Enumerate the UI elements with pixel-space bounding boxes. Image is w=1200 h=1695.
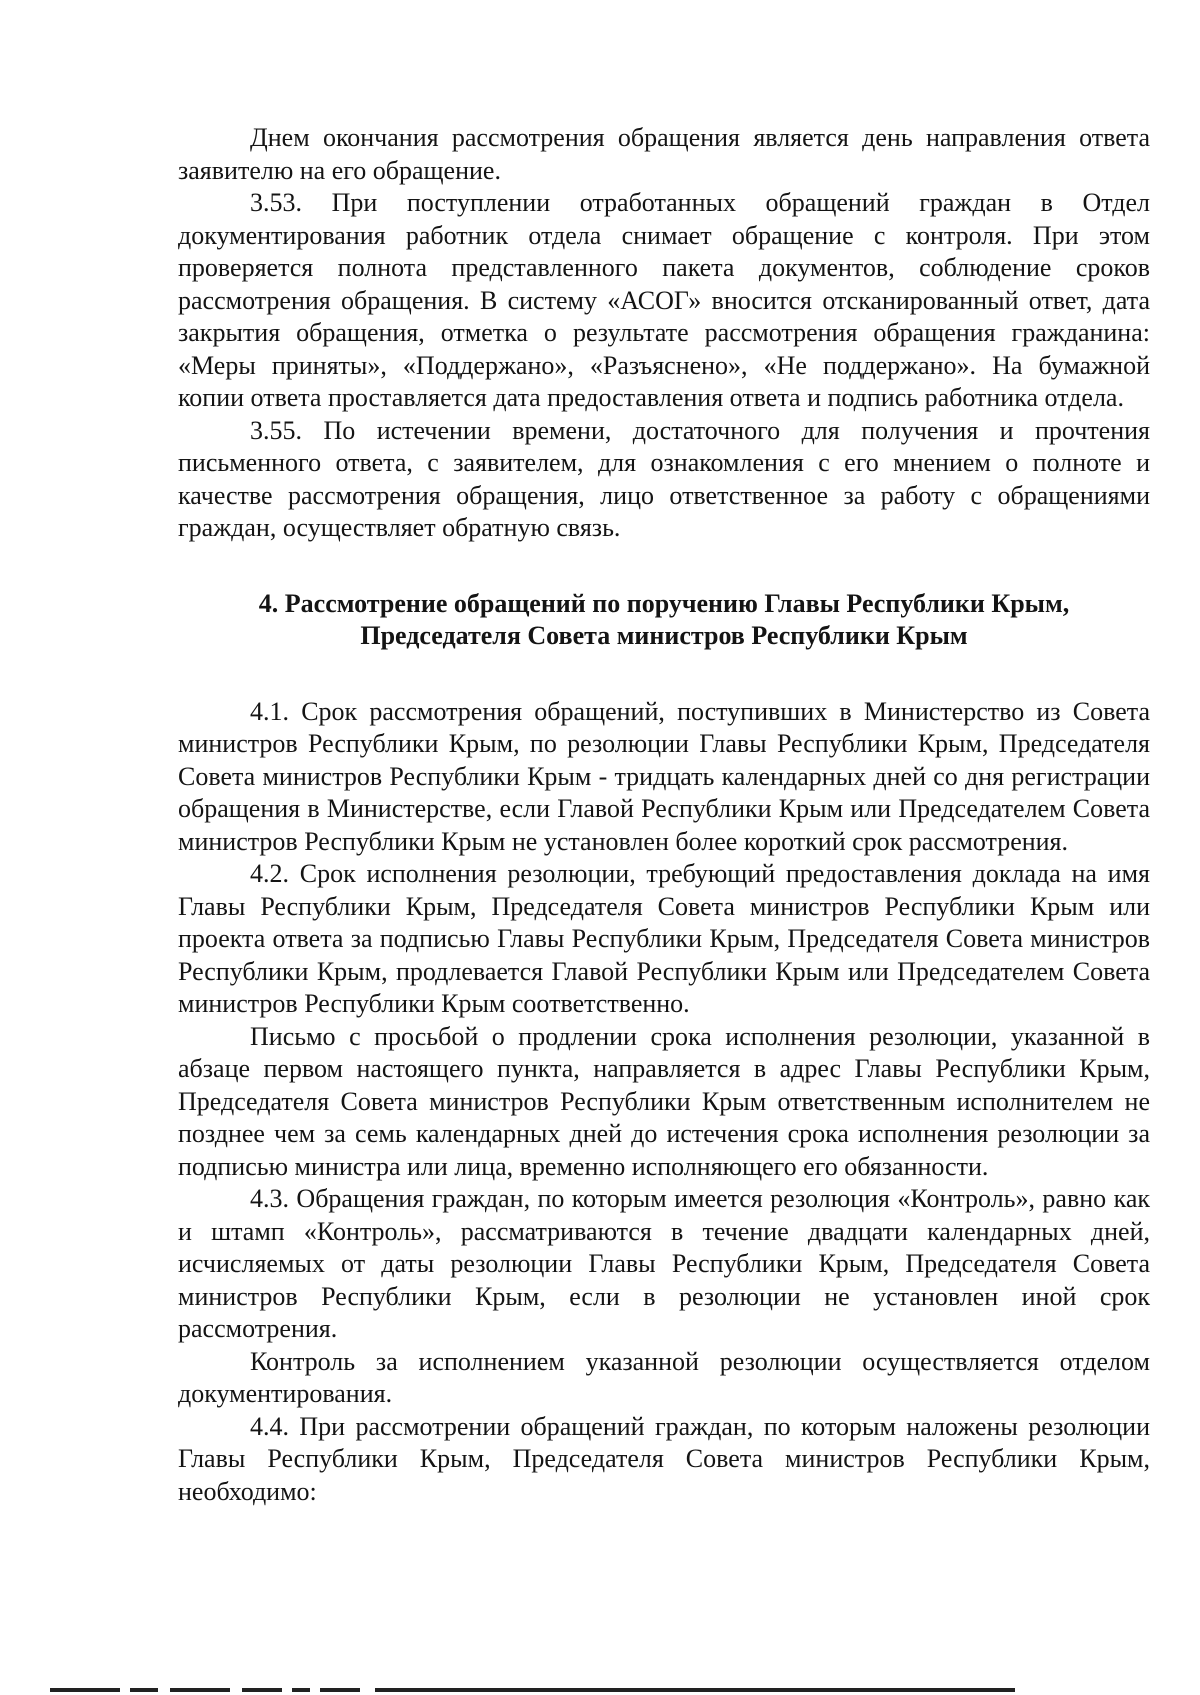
paragraph-4-1: 4.1. Срок рассмотрения обращений, поступивших в Министерство из Совета министров Республики Крым, по резолюции Главы Республики Крым, Председателя Совета министров Республики Крым - тридцать календарных дней со дня регистрации обращения в Министерстве, если Главой Республики Крым или Председателем Совета министров Республики Крым не установлен более короткий срок рассмотрения. <box>178 696 1150 856</box>
scan-artifact-bar <box>30 1684 1030 1695</box>
document-page <box>178 122 1150 1508</box>
paragraph-4-2: 4.2. Срок исполнения резолюции, требующий предоставления доклада на имя Главы Республики Крым, Председателя Совета министров Республики Крым или проекта ответа за подписью Главы Республики Крым, Председателя Совета министров Республики Крым, продлевается Главой Республики Крым или Председателем Совета министров Республики Крым соответственно. <box>178 859 1150 1018</box>
section-4-heading <box>178 588 1150 653</box>
paragraph-review-end-day: Днем окончания рассмотрения обращения является день направления ответа заявителю на его обращение. <box>178 123 1150 185</box>
paragraph-3-53: 3.53. При поступлении отработанных обращений граждан в Отдел документирования работник отдела снимает обращение с контроля. При этом проверяется полнота представленного пакета документов, соблюдение сроков рассмотрения обращения. В систему «АСОГ» вносится отсканированный ответ, дата закрытия обращения, отметка о результате рассмотрения обращения гражданина: «Меры приняты», «Поддержано», «Разъяснено», «Не поддержано». На бумажной копии ответа проставляется дата предоставления ответа и подпись работника отдела. <box>178 188 1150 412</box>
section-4-heading-line1: 4. Рассмотрение обращений по поручению Главы Республики Крым, <box>258 588 1070 618</box>
paragraph-4-3: 4.3. Обращения граждан, по которым имеется резолюция «Контроль», равно как и штамп «Контроль», рассматриваются в течение двадцати календарных дней, исчисляемых от даты резолюции Главы Республики Крым, Председателя Совета министров Республики Крым, если в резолюции не установлен иной срок рассмотрения. <box>178 1184 1150 1343</box>
paragraph-extension-letter: Письмо с просьбой о продлении срока исполнения резолюции, указанной в абзаце первом настоящего пункта, направляется в адрес Главы Республики Крым, Председателя Совета министров Республики Крым ответственным исполнителем не позднее чем за семь календарных дней до истечения срока исполнения резолюции за подписью министра или лица, временно исполняющего его обязанности. <box>178 1021 1150 1181</box>
section-4-heading-line2: Председателя Совета министров Республики Крым <box>360 621 968 650</box>
paragraph-3-55: 3.55. По истечении времени, достаточного для получения и прочтения письменного ответа, с заявителем, для ознакомления с его мнением о полноте и качестве рассмотрения обращения, лицо ответственное за работу с обращениями граждан, осуществляет обратную связь. <box>178 415 1150 542</box>
paragraph-4-4: 4.4. При рассмотрении обращений граждан, по которым наложены резолюции Главы Республики Крым, Председателя Совета министров Республики Крым, необходимо: <box>178 1411 1150 1506</box>
paragraph-control: Контроль за исполнением указанной резолюции осуществляется отделом документирования. <box>178 1346 1150 1408</box>
